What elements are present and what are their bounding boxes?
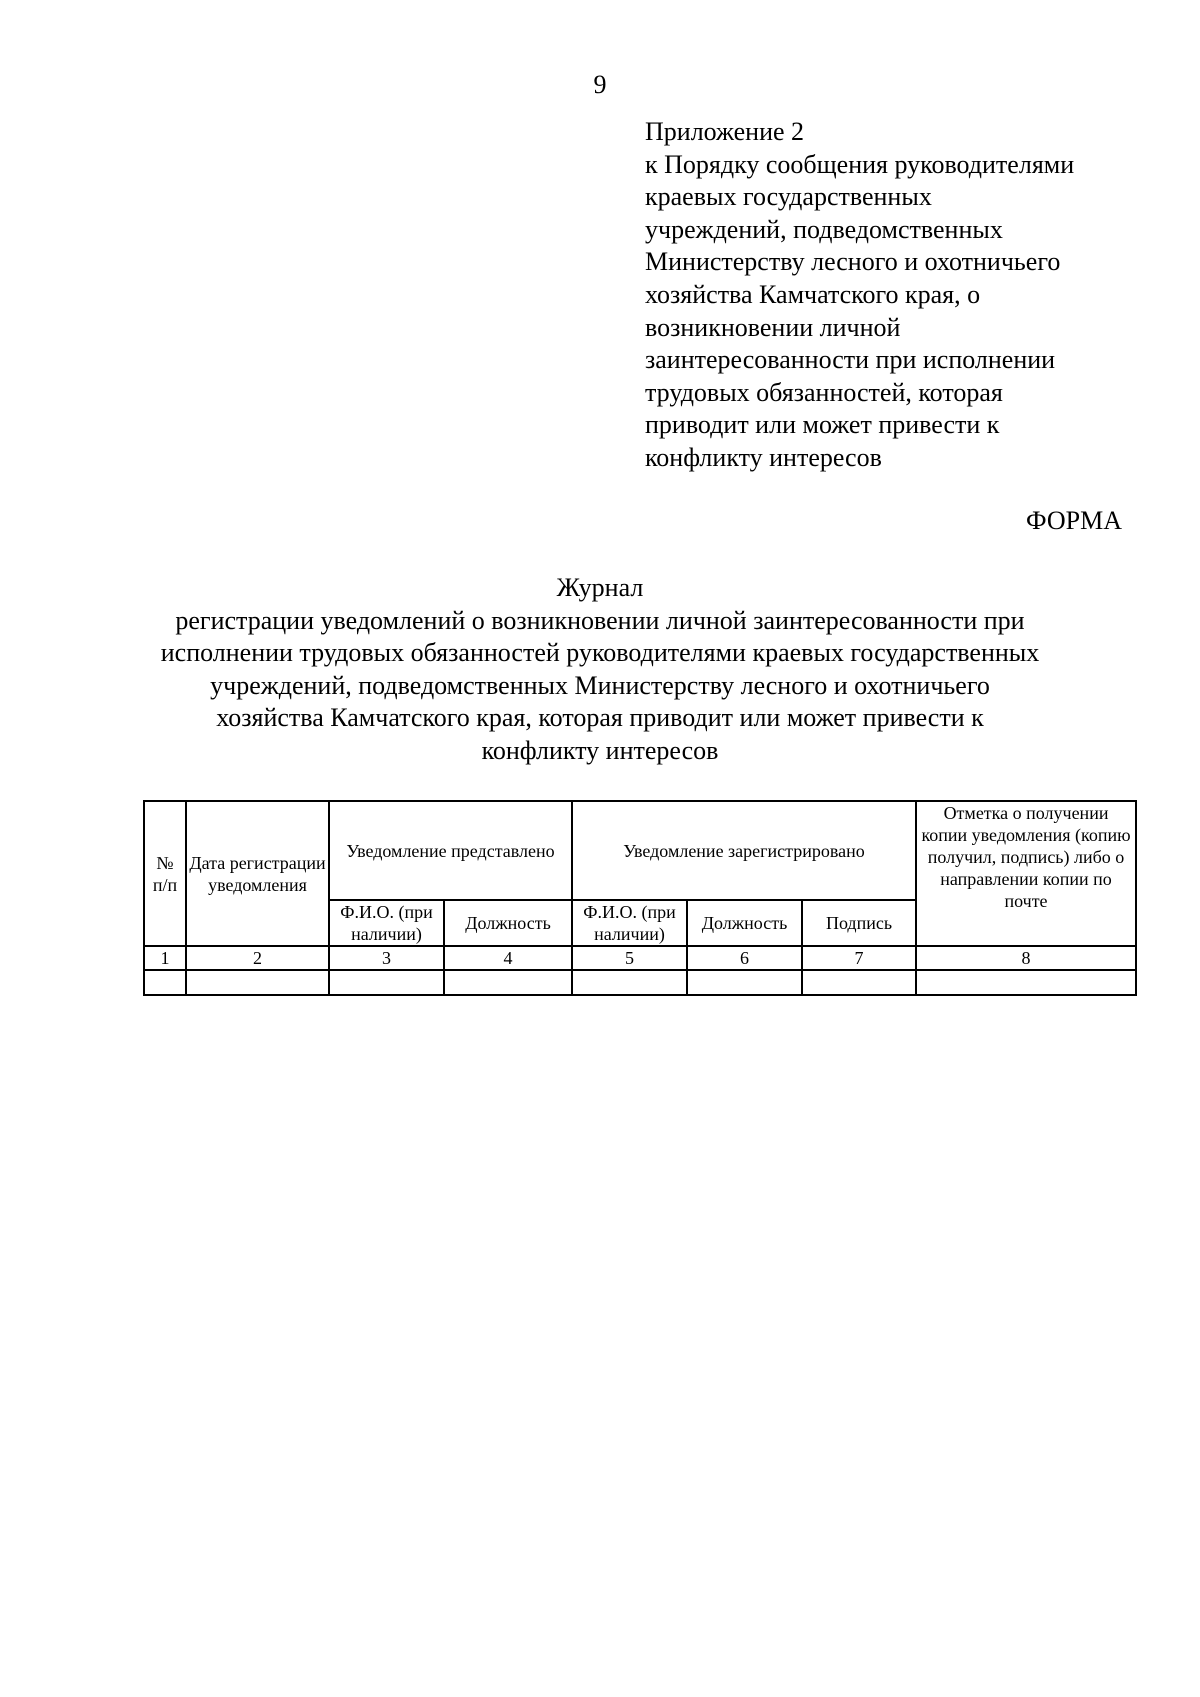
empty-cell	[329, 970, 444, 995]
header-registration-date: Дата регистрации уведомления	[186, 801, 329, 946]
table-row	[144, 970, 1136, 995]
appendix-line: заинтересованности при исполнении	[645, 345, 1056, 375]
appendix-line: Приложение 2	[645, 117, 805, 146]
form-label: ФОРМА	[1026, 506, 1122, 535]
header-copy-mark: Отметка о получении копии уведомления (копию получил, подпись) либо о направлении копии по почте	[916, 801, 1136, 946]
appendix-line: Министерству лесного и охотничьего	[645, 247, 1061, 277]
empty-cell	[144, 970, 186, 995]
header-notification-submitted: Уведомление представлено	[329, 801, 572, 900]
column-number: 4	[444, 946, 572, 970]
appendix-line: трудовых обязанностей, которая	[645, 377, 1003, 407]
header-number: № п/п	[144, 801, 186, 946]
appendix-line: приводит или может привести к	[645, 410, 1000, 440]
journal-title-line: учреждений, подведомственных Министерству лесного и охотничьего	[210, 670, 990, 700]
journal-title-line: хозяйства Камчатского края, которая приводит или может привести к	[216, 703, 984, 732]
column-number: 1	[144, 946, 186, 970]
appendix-line: краевых государственных	[645, 182, 932, 212]
appendix-line: конфликту интересов	[645, 442, 882, 472]
appendix-line: возникновении личной	[645, 312, 901, 342]
journal-title-line: регистрации уведомлений о возникновении личной заинтересованности при	[175, 605, 1025, 635]
journal-title	[0, 572, 1200, 767]
appendix-line: хозяйства Камчатского края, о	[645, 279, 981, 309]
journal-title-line: Журнал	[556, 573, 644, 602]
page-number: 9	[593, 70, 607, 99]
appendix-line: к Порядку сообщения руководителями	[645, 149, 1075, 179]
column-number-row	[144, 946, 1136, 970]
header-position-submitted: Должность	[444, 900, 572, 946]
appendix-header	[645, 116, 1145, 475]
empty-cell	[444, 970, 572, 995]
journal-title-line: исполнении трудовых обязанностей руководителями краевых государственных	[160, 638, 1040, 667]
column-number: 5	[572, 946, 687, 970]
column-number: 6	[687, 946, 802, 970]
column-number: 3	[329, 946, 444, 970]
header-fio-submitted: Ф.И.О. (при наличии)	[329, 900, 444, 946]
empty-cell	[802, 970, 916, 995]
column-number: 7	[802, 946, 916, 970]
header-signature: Подпись	[802, 900, 916, 946]
journal-table	[143, 800, 1137, 996]
header-notification-registered: Уведомление зарегистрировано	[572, 801, 916, 900]
empty-cell	[572, 970, 687, 995]
journal-title-line: конфликту интересов	[481, 735, 719, 765]
header-position-registered: Должность	[687, 900, 802, 946]
empty-cell	[916, 970, 1136, 995]
empty-cell	[186, 970, 329, 995]
empty-cell	[687, 970, 802, 995]
header-fio-registered: Ф.И.О. (при наличии)	[572, 900, 687, 946]
column-number: 8	[916, 946, 1136, 970]
appendix-line: учреждений, подведомственных	[645, 214, 1003, 244]
column-number: 2	[186, 946, 329, 970]
